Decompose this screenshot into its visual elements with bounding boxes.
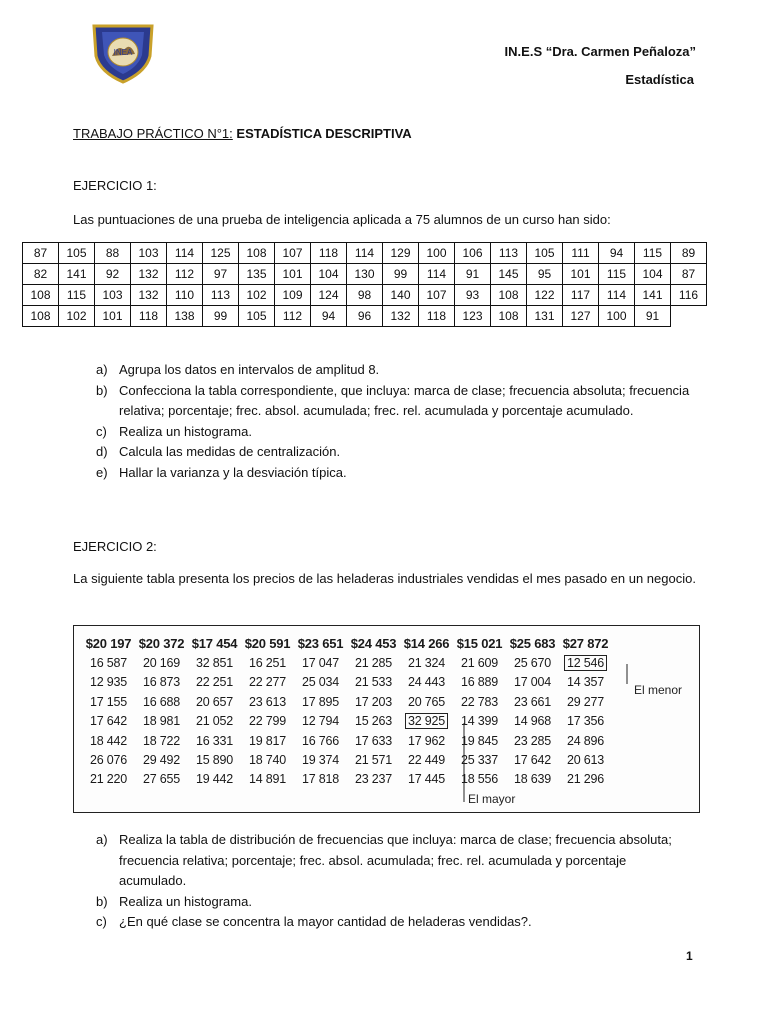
price-cell: $14 266 <box>403 636 450 652</box>
school-name: IN.E.S “Dra. Carmen Peñaloza” <box>504 44 696 59</box>
score-cell: 108 <box>23 306 59 327</box>
task-text: Calcula las medidas de centralización. <box>119 444 341 459</box>
score-cell: 92 <box>95 264 131 285</box>
task-marker: a) <box>96 362 108 377</box>
task-item <box>96 892 696 913</box>
score-row <box>23 285 707 306</box>
score-cell: 114 <box>419 264 455 285</box>
score-cell: 107 <box>419 285 455 306</box>
price-cell: $20 197 <box>85 636 132 652</box>
task-marker: c) <box>96 423 107 439</box>
score-cell: 117 <box>563 285 599 306</box>
task-text: Realiza un histograma. <box>119 423 252 439</box>
task-item <box>96 360 696 381</box>
score-cell: 108 <box>239 243 275 264</box>
price-cell: 29 277 <box>566 694 605 709</box>
min-label: El menor <box>634 683 683 697</box>
score-cell: 141 <box>635 285 671 306</box>
score-cell: 91 <box>635 306 671 327</box>
score-cell: 115 <box>59 285 95 306</box>
title-prefix: TRABAJO PRÁCTICO N°1: <box>73 126 233 141</box>
price-cell: 25 034 <box>301 675 340 690</box>
price-cell: 16 331 <box>195 733 234 748</box>
task-text: Realiza la tabla de distribución de frecuencias que incluya: marca de clase; frecuencia absoluta; frecuencia relativa; porcentaje; frec. absol. acumulada; frec. rel. acumulada y porcentaje acumulado. <box>119 832 672 888</box>
price-cell: 16 688 <box>142 694 181 709</box>
score-cell: 106 <box>455 243 491 264</box>
score-cell: 110 <box>167 285 203 306</box>
price-cell: 17 895 <box>301 694 340 709</box>
task-item <box>96 463 696 484</box>
highlighted-price: 32 925 <box>405 713 448 729</box>
score-cell: 107 <box>275 243 311 264</box>
score-cell: 140 <box>383 285 419 306</box>
price-cell: 24 443 <box>407 675 446 690</box>
price-cell: 16 873 <box>142 675 181 690</box>
price-cell: 22 277 <box>248 675 287 690</box>
score-cell: 87 <box>671 264 707 285</box>
price-cell: 22 251 <box>195 675 234 690</box>
score-cell: 114 <box>167 243 203 264</box>
price-cell: $27 872 <box>562 636 609 652</box>
price-cell: 20 169 <box>142 656 181 671</box>
score-cell: 87 <box>23 243 59 264</box>
score-row <box>23 264 707 285</box>
price-cell: 16 766 <box>301 733 340 748</box>
price-cell: 23 237 <box>354 772 393 787</box>
price-cell: 18 722 <box>142 733 181 748</box>
score-cell: 102 <box>59 306 95 327</box>
exercise-1-description: Las puntuaciones de una prueba de inteligencia aplicada a 75 alumnos de un curso han sido: <box>73 212 611 227</box>
score-cell: 91 <box>455 264 491 285</box>
price-cell: $15 021 <box>456 636 503 652</box>
price-cell: 14 399 <box>460 714 499 729</box>
score-cell: 101 <box>275 264 311 285</box>
exercise-2-heading: EJERCICIO 2: <box>73 539 157 554</box>
price-cell: 21 324 <box>407 656 446 671</box>
score-cell: 97 <box>203 264 239 285</box>
task-text: Realiza un histograma. <box>119 893 252 909</box>
score-row <box>23 243 707 264</box>
score-cell: 100 <box>599 306 635 327</box>
score-cell: 138 <box>167 306 203 327</box>
price-cell: 15 263 <box>354 714 393 729</box>
price-cell: 18 639 <box>513 772 552 787</box>
score-cell: 118 <box>419 306 455 327</box>
max-label: El mayor <box>468 792 516 806</box>
task-text: ¿En qué clase se concentra la mayor cantidad de heladeras vendidas?. <box>119 914 532 929</box>
price-cell: 23 285 <box>513 733 552 748</box>
price-cell: 17 445 <box>407 772 446 787</box>
price-cell: 18 740 <box>248 753 287 768</box>
price-cell: $25 683 <box>509 636 556 652</box>
score-cell: 115 <box>599 264 635 285</box>
price-cell: 16 251 <box>248 656 287 671</box>
score-cell: 102 <box>239 285 275 306</box>
score-cell: 132 <box>383 306 419 327</box>
price-cell: 14 891 <box>248 772 287 787</box>
price-cell: 21 285 <box>354 656 393 671</box>
price-cell: 16 587 <box>89 656 128 671</box>
score-cell: 94 <box>599 243 635 264</box>
price-cell: 17 962 <box>407 733 446 748</box>
price-cell: 17 155 <box>89 694 128 709</box>
price-cell: 17 203 <box>354 694 393 709</box>
score-cell: 111 <box>563 243 599 264</box>
score-cell: 135 <box>239 264 275 285</box>
score-cell: 124 <box>311 285 347 306</box>
task-marker: e) <box>96 464 108 480</box>
score-cell <box>671 306 707 327</box>
price-cell: 29 492 <box>142 753 181 768</box>
price-cell: 21 052 <box>195 714 234 729</box>
score-cell: 109 <box>275 285 311 306</box>
price-cell: 14 357 <box>566 675 605 690</box>
score-cell: 101 <box>563 264 599 285</box>
price-cell: 23 661 <box>513 694 552 709</box>
price-cell: 22 799 <box>248 714 287 729</box>
price-cell: 23 613 <box>248 694 287 709</box>
price-cell: 19 374 <box>301 753 340 768</box>
score-cell: 104 <box>635 264 671 285</box>
document-title <box>73 126 412 141</box>
score-cell: 131 <box>527 306 563 327</box>
title-topic: ESTADÍSTICA DESCRIPTIVA <box>236 126 412 141</box>
task-item <box>96 830 696 892</box>
score-cell: 95 <box>527 264 563 285</box>
score-cell: 108 <box>491 306 527 327</box>
exercise-1-heading: EJERCICIO 1: <box>73 178 157 193</box>
price-cell: $20 372 <box>138 636 185 652</box>
score-cell: 114 <box>599 285 635 306</box>
task-text: Agrupa los datos en intervalos de amplitud 8. <box>119 362 380 377</box>
score-cell: 118 <box>131 306 167 327</box>
score-cell: 108 <box>491 285 527 306</box>
score-cell: 112 <box>167 264 203 285</box>
score-cell: 127 <box>563 306 599 327</box>
price-cell: 17 356 <box>566 714 605 729</box>
price-cell: 18 556 <box>460 772 499 787</box>
task-item <box>96 912 696 933</box>
prices-figure <box>73 625 700 813</box>
price-cell: 17 633 <box>354 733 393 748</box>
score-cell: 105 <box>527 243 563 264</box>
price-cell: 12 935 <box>89 675 128 690</box>
score-cell: 88 <box>95 243 131 264</box>
price-cell: 17 004 <box>513 675 552 690</box>
price-cell: 18 981 <box>142 714 181 729</box>
price-cell: $17 454 <box>191 636 238 652</box>
price-cell: $23 651 <box>297 636 344 652</box>
price-cell: 19 817 <box>248 733 287 748</box>
price-cell: 19 442 <box>195 772 234 787</box>
score-cell: 115 <box>635 243 671 264</box>
price-cell: 20 765 <box>407 694 446 709</box>
score-cell: 108 <box>23 285 59 306</box>
price-cell: 26 076 <box>89 753 128 768</box>
task-marker: b) <box>96 382 108 398</box>
highlighted-price: 12 546 <box>564 655 607 671</box>
price-cell: 22 449 <box>407 753 446 768</box>
price-cell: 19 845 <box>460 733 499 748</box>
price-cell: 21 609 <box>460 656 499 671</box>
score-cell: 132 <box>131 264 167 285</box>
price-cell: 17 642 <box>89 714 128 729</box>
task-item <box>96 381 696 422</box>
task-marker: b) <box>96 893 108 909</box>
exercise-2-tasks <box>96 830 696 933</box>
score-cell: 99 <box>203 306 239 327</box>
score-cell: 96 <box>347 306 383 327</box>
price-cell: 17 818 <box>301 772 340 787</box>
score-cell: 101 <box>95 306 131 327</box>
price-cell: 21 220 <box>89 772 128 787</box>
score-cell: 82 <box>23 264 59 285</box>
score-cell: 89 <box>671 243 707 264</box>
price-cell: 20 613 <box>566 753 605 768</box>
price-cell: 25 670 <box>513 656 552 671</box>
price-cell: 32 851 <box>195 656 234 671</box>
scores-table <box>22 242 707 327</box>
price-cell: $24 453 <box>350 636 397 652</box>
score-cell: 118 <box>311 243 347 264</box>
price-cell: 27 655 <box>142 772 181 787</box>
school-logo <box>88 22 158 84</box>
exercise-2-description: La siguiente tabla presenta los precios de las heladeras industriales vendidas el mes pasado en un negocio. <box>73 571 696 586</box>
score-cell: 116 <box>671 285 707 306</box>
price-cell: 17 047 <box>301 656 340 671</box>
price-cell: 22 783 <box>460 694 499 709</box>
page-number: 1 <box>686 949 693 963</box>
price-cell: 25 337 <box>460 753 499 768</box>
score-cell: 113 <box>203 285 239 306</box>
task-marker: a) <box>96 832 108 847</box>
price-cell: 16 889 <box>460 675 499 690</box>
score-cell: 113 <box>491 243 527 264</box>
price-cell: 21 296 <box>566 772 605 787</box>
task-text: Confecciona la tabla correspondiente, que incluya: marca de clase; frecuencia absoluta; frecuencia relativa; porcentaje; frec. absol. acumulada; frec. rel. acumulada y porcentaje acumulado. <box>119 382 690 418</box>
score-cell: 130 <box>347 264 383 285</box>
score-cell: 112 <box>275 306 311 327</box>
score-cell: 98 <box>347 285 383 306</box>
price-cell: 21 571 <box>354 753 393 768</box>
task-text: Hallar la varianza y la desviación típica. <box>119 464 347 480</box>
subject-name: Estadística <box>625 72 694 87</box>
score-cell: 145 <box>491 264 527 285</box>
score-cell: 105 <box>59 243 95 264</box>
score-cell: 94 <box>311 306 347 327</box>
score-cell: 104 <box>311 264 347 285</box>
price-cell: 21 533 <box>354 675 393 690</box>
score-cell: 123 <box>455 306 491 327</box>
score-cell: 132 <box>131 285 167 306</box>
score-cell: 105 <box>239 306 275 327</box>
price-cell: 24 896 <box>566 733 605 748</box>
score-cell: 114 <box>347 243 383 264</box>
price-cell: 17 642 <box>513 753 552 768</box>
price-cell: 15 890 <box>195 753 234 768</box>
score-cell: 103 <box>95 285 131 306</box>
score-cell: 103 <box>131 243 167 264</box>
task-item <box>96 422 696 443</box>
svg-text:INEA: INEA <box>113 48 133 57</box>
price-cell: 20 657 <box>195 694 234 709</box>
price-cell: 14 968 <box>513 714 552 729</box>
price-cell: 12 794 <box>301 714 340 729</box>
task-item <box>96 442 696 463</box>
score-cell: 122 <box>527 285 563 306</box>
score-cell: 99 <box>383 264 419 285</box>
score-cell: 125 <box>203 243 239 264</box>
score-cell: 141 <box>59 264 95 285</box>
exercise-1-tasks <box>96 360 696 483</box>
score-cell: 129 <box>383 243 419 264</box>
price-cell: $20 591 <box>244 636 291 652</box>
score-cell: 93 <box>455 285 491 306</box>
task-marker: d) <box>96 444 108 459</box>
score-row <box>23 306 707 327</box>
score-cell: 100 <box>419 243 455 264</box>
price-cell: 18 442 <box>89 733 128 748</box>
annotation-lines <box>74 626 699 812</box>
task-marker: c) <box>96 914 107 929</box>
